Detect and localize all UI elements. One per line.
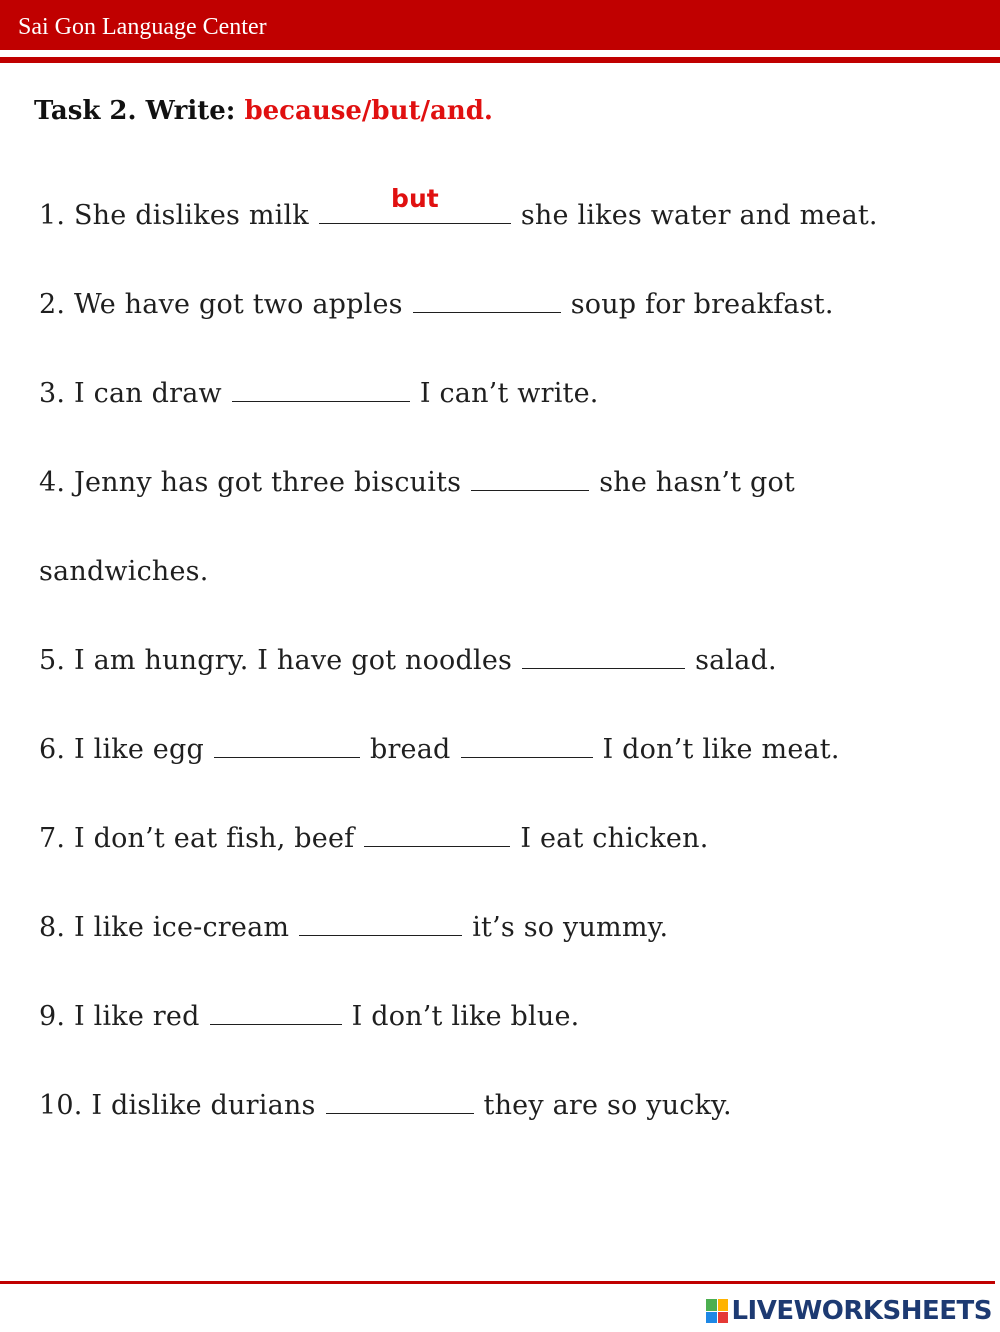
question-8 <box>39 912 668 943</box>
liveworksheets-logo <box>706 1296 992 1326</box>
question-4-continuation <box>39 556 209 587</box>
question-text-continuation: sandwiches. <box>39 556 209 587</box>
question-text-before: We have got two apples <box>73 289 403 320</box>
question-text-after: I eat chicken. <box>520 823 709 854</box>
question-number: 5. <box>39 645 66 676</box>
header-divider <box>0 57 1000 63</box>
answer-blank-8[interactable] <box>299 913 462 936</box>
answer-blank-7[interactable] <box>364 824 510 847</box>
question-text-middle: bread <box>369 734 451 765</box>
answer-blank-3[interactable] <box>232 379 410 402</box>
header-bar <box>0 0 1000 50</box>
answer-blank-5[interactable] <box>522 646 685 669</box>
question-number: 6. <box>39 734 66 765</box>
footer-divider <box>0 1281 995 1284</box>
question-text-before: I can draw <box>73 378 222 409</box>
question-text-after: salad. <box>695 645 777 676</box>
answer-blank-1[interactable] <box>319 201 511 224</box>
question-3 <box>39 378 599 409</box>
answer-input-5[interactable] <box>522 632 685 666</box>
question-text-after: I don’t like meat. <box>602 734 840 765</box>
answer-blank-9[interactable] <box>210 1002 342 1025</box>
answer-input-2[interactable] <box>413 276 561 310</box>
question-number: 4. <box>39 467 66 498</box>
question-5 <box>39 645 777 676</box>
task-word-bank: because/but/and. <box>244 96 493 126</box>
answer-input-7[interactable] <box>364 810 510 844</box>
question-number: 7. <box>39 823 66 854</box>
question-number: 8. <box>39 912 66 943</box>
question-number: 2. <box>39 289 66 320</box>
answer-input-1[interactable] <box>319 181 511 215</box>
question-text-after: I don’t like blue. <box>351 1001 580 1032</box>
question-2 <box>39 289 834 320</box>
question-7 <box>39 823 708 854</box>
question-4 <box>39 467 795 498</box>
question-text-before: I like ice-cream <box>73 912 290 943</box>
question-number: 9. <box>39 1001 66 1032</box>
question-text-before: I am hungry. I have got noodles <box>73 645 513 676</box>
answer-blank-6a[interactable] <box>214 735 360 758</box>
question-number: 3. <box>39 378 66 409</box>
logo-text: LIVEWORKSHEETS <box>731 1296 992 1326</box>
answer-blank-2[interactable] <box>413 290 561 313</box>
question-text-after: they are so yucky. <box>483 1090 732 1121</box>
question-text-before: I dislike durians <box>91 1090 316 1121</box>
question-10 <box>39 1090 732 1121</box>
center-name: Sai Gon Language Center <box>18 14 267 40</box>
task-title <box>34 96 493 126</box>
question-6 <box>39 734 840 765</box>
question-text-after: I can’t write. <box>419 378 599 409</box>
answer-input-9[interactable] <box>210 988 342 1022</box>
question-text-before: I like egg <box>73 734 204 765</box>
question-text-before: I don’t eat fish, beef <box>73 823 355 854</box>
question-number: 10. <box>39 1090 83 1121</box>
answer-input-8[interactable] <box>299 899 462 933</box>
question-text-after: she hasn’t got <box>599 467 795 498</box>
answer-blank-4[interactable] <box>471 468 589 491</box>
question-text-after: it’s so yummy. <box>472 912 669 943</box>
question-text-after: she likes water and meat. <box>520 200 878 231</box>
question-text-before: I like red <box>73 1001 200 1032</box>
question-text-before: Jenny has got three biscuits <box>73 467 462 498</box>
answer-input-3[interactable] <box>232 365 410 399</box>
question-text-after: soup for breakfast. <box>570 289 834 320</box>
answer-blank-10[interactable] <box>326 1091 474 1114</box>
answer-input-6a[interactable] <box>214 721 360 755</box>
answer-input-6b[interactable] <box>461 721 593 755</box>
question-1 <box>39 200 878 231</box>
question-text-before: She dislikes milk <box>73 200 309 231</box>
question-number: 1. <box>39 200 66 231</box>
answer-input-10[interactable] <box>326 1077 474 1111</box>
answer-input-4[interactable] <box>471 454 589 488</box>
answer-blank-6b[interactable] <box>461 735 593 758</box>
question-9 <box>39 1001 579 1032</box>
task-label: Task 2. Write: <box>34 96 236 126</box>
liveworksheets-logo-icon <box>706 1299 728 1323</box>
